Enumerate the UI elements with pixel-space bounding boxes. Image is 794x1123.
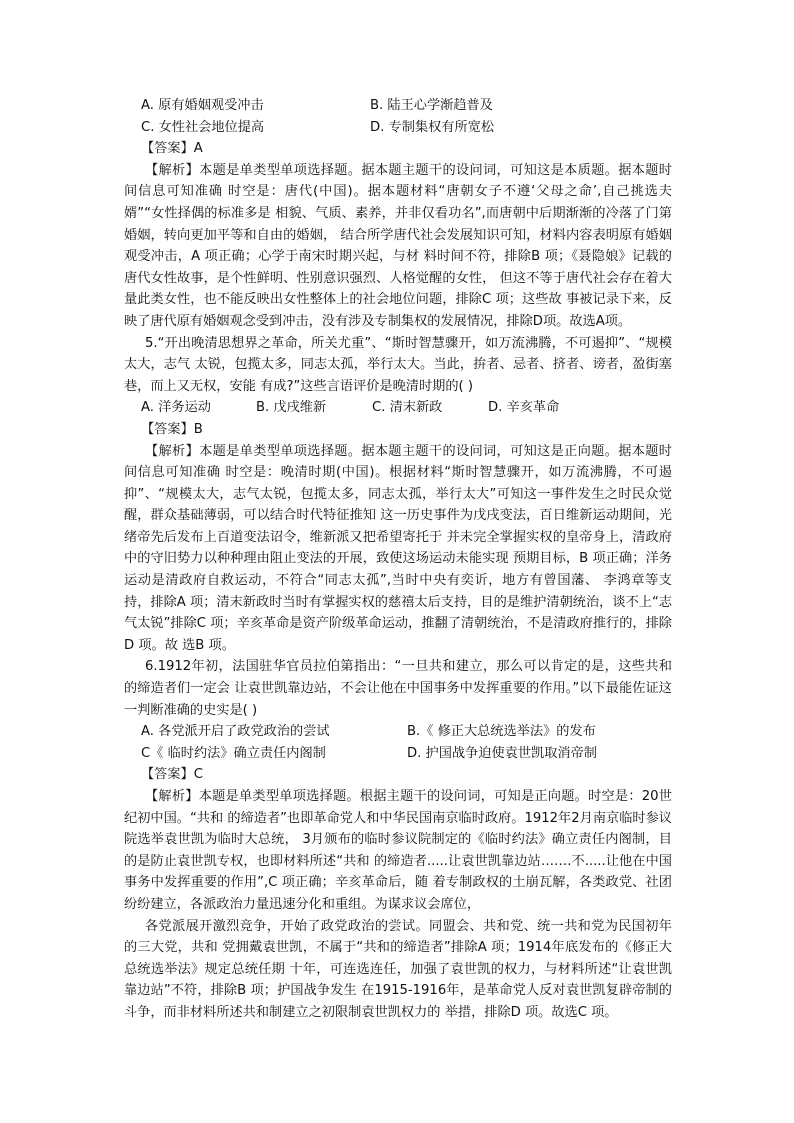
q6-analysis-part-2: 各党派展开激烈竞争，开始了政党政治的尝试。同盟会、共和党、统一共和党为民国初年的三大党，共和 党拥戴袁世凯，不属于“共和的缔造者”排除A 项；1914年底发布的《修正大总统选举法》规定总统任期 十年，可连选连任，加强了袁世凯的权力，与材料所述“让袁世凯靠边站”不符，排除B 项；护国战争发生 在1915-1916年，是革命党人反对袁世凯复辟帝制的斗争，而非材料所述共和制建立之初限制袁世凯权力的 举措，排除D 项。故选C 项。 [124, 918, 672, 1020]
q5-answer: 【答案】B [141, 421, 203, 437]
q4-analysis: 【解析】本题是单类型单项选择题。据本题主题干的设问词，可知这是本质题。据本题时间信息可知准确 时空是：唐代(中国)。据本题材料“唐朝女子不遵‘父母之命’,自己挑选夫婿”“女性择偶的标准多是 相貌、气质、素养，并非仅看功名”,而唐朝中后期渐渐的冷落了门第婚姻，转向更加平等和自由的婚姻， 结合所学唐代社会发展知识可知，材料内容表明原有婚姻观受冲击，A 项正确；心学于南宋时期兴起，与材 料时间不符，排除B 项；《聂隐娘》记载的唐代女性故事，是个性鲜明、性别意识强烈、人格觉醒的女性， 但这不等于唐代社会存在着大量此类女性，也不能反映出女性整体上的社会地位问题，排除C 项；这些故 事被记录下来，反映了唐代原有婚姻观念受到冲击，没有涉及专制集权的发展情况，排除D项。故选A项。 [124, 162, 672, 329]
q6-options-row-2 [124, 743, 672, 765]
q5-options-row [124, 397, 672, 419]
q5-option-d: D. 辛亥革命 [488, 400, 560, 416]
q6-option-c: C《 临时约法》确立责任内阁制 [141, 745, 326, 761]
q4-option-d: D. 专制集权有所宽松 [370, 119, 495, 135]
q4-option-a: A. 原有婚姻观受冲击 [141, 98, 264, 113]
q4-option-b: B. 陆王心学渐趋普及 [370, 98, 493, 113]
q6-option-b: B.《 修正大总统选举法》的发布 [407, 724, 596, 740]
q4-answer: 【答案】A [141, 141, 203, 157]
q5-option-c: C. 清末新政 [372, 400, 443, 416]
q5-stem: 5.“开出晚清思想界之革命，所关尤重”、“斯时智慧骤开，如万流沸腾，不可遏抑”、“规模太大，志气 太锐，包揽太多，同志太孤，举行太大。当此，拚者、忌者、挤者、谤者，盈街塞巷，而上又无权，安能 有成?”这些言语评价是晚清时期的( ) [124, 335, 672, 394]
q5-option-a: A. 洋务运动 [141, 400, 211, 416]
q4-options-row-1 [124, 95, 672, 117]
q5-option-b: B. 戊戌维新 [256, 400, 327, 416]
q5-analysis: 【解析】本题是单类型单项选择题。据本题主题干的设问词，可知这是正向题。据本题时间信息可知准确 时空是：晚清时期(中国)。根据材料“斯时智慧骤开，如万流沸腾，不可遏抑”、“规模太大，志气太锐，包揽太多，同志太孤，举行太大”可知这一事件发生之时民众觉醒，群众基础薄弱，可以结合时代特征推知 这一历史事件为戊戌变法，百日维新运动期间，光绪帝先后发布上百道变法诏令，维新派又把希望寄托于 并未完全掌握实权的皇帝身上，清政府中的守旧势力以种种理由阻止变法的开展，致使这场运动未能实现 预期目标，B 项正确；洋务运动是清政府自救运动，不符合“同志太孤”,当时中央有奕䜣，地方有曾国藩、 李鸿章等支持，排除A 项；清末新政时当时有掌握实权的慈禧太后支持，目的是维护清朝统治，谈不上“志 气太锐”排除C 项；辛亥革命是资产阶级革命运动，推翻了清朝统治，不是清政府推行的，排除D 项。故 选B 项。 [124, 443, 672, 653]
document-page [124, 95, 672, 1024]
q6-analysis-part-1: 【解析】本题是单类型单项选择题。根据主题干的设问词，可知是正向题。时空是：20世纪初中国。“共和 的缔造者”也即革命党人和中华民国南京临时政府。1912年2月南京临时参议院选举袁世凯为临时大总统， 3月颁布的临时参议院制定的《临时约法》确立责任内阁制，目的是防止袁世凯专权，也即材料所述“共和 的缔造者.....让袁世凯靠边站…….不.....让他在中国事务中发挥重要的作用”,C 项正确；辛亥革命后，随 着专制政权的土崩瓦解，各类政党、社团纷纷建立，各派政治力量迅速分化和重组。为谋求议会席位， [124, 789, 672, 912]
q6-answer: 【答案】C [141, 767, 203, 783]
q6-option-d: D. 护国战争迫使袁世凯取消帝制 [407, 745, 597, 761]
q6-options-row-1 [124, 721, 672, 743]
q6-stem: 6.1912年初，法国驻华官员拉伯第指出：“一旦共和建立，那么可以肯定的是，这些共和的缔造者们一定会 让袁世凯靠边站，不会让他在中国事务中发挥重要的作用。”以下最能佐证这一判断准确的史实是( ) [124, 659, 672, 718]
q4-option-c: C. 女性社会地位提高 [141, 119, 265, 135]
q4-options-row-2 [124, 117, 672, 139]
q6-option-a: A. 各党派开启了政党政治的尝试 [141, 724, 330, 740]
